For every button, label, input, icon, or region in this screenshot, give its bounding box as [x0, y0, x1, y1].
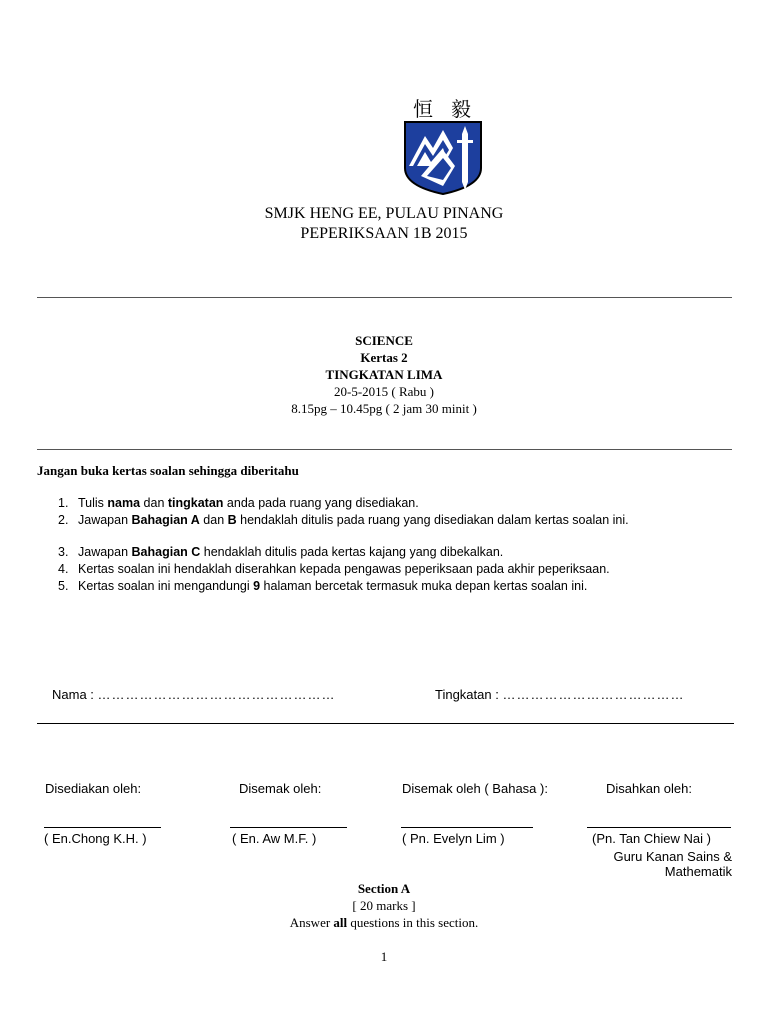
sig-title-line-2: Mathematik — [664, 864, 732, 879]
logo-char-1: 恒 — [413, 97, 433, 121]
instruction-text-bold: Bahagian C — [131, 545, 201, 559]
section-title: Section A — [357, 881, 411, 896]
instruction-text-bold: 9 — [253, 579, 261, 593]
name-field[interactable] — [52, 687, 336, 702]
instruction-text-bold: nama — [107, 496, 141, 510]
section-instruction-bold: all — [333, 915, 348, 930]
instruction-number: 4. — [58, 562, 69, 576]
exam-date: 20-5-2015 ( Rabu ) — [333, 384, 434, 399]
instruction-text-bold: tingkatan — [167, 496, 224, 510]
instruction-text: Tulis — [78, 496, 108, 510]
instruction-number: 3. — [58, 545, 69, 559]
section-instruction-post: questions in this section. — [347, 915, 479, 930]
paper-number: Kertas 2 — [360, 350, 408, 365]
instruction-text: hendaklah ditulis pada ruang yang disediakan dalam kertas soalan ini. — [236, 513, 629, 527]
form-level: TINGKATAN LIMA — [325, 367, 443, 382]
instruction-text: Jawapan — [78, 513, 132, 527]
instruction-text-bold: B — [227, 513, 237, 527]
instruction-text: halaman bercetak termasuk muka depan kertas soalan ini. — [260, 579, 588, 593]
name-dots: …………………………………………… — [97, 687, 336, 702]
school-logo — [403, 96, 483, 196]
sig-name-1: ( En.Chong K.H. ) — [44, 831, 147, 846]
divider-fields — [37, 723, 734, 724]
exam-time: 8.15pg – 10.45pg ( 2 jam 30 minit ) — [291, 401, 477, 416]
sig-name-2: ( En. Aw M.F. ) — [232, 831, 317, 846]
instruction-text-bold: Bahagian A — [131, 513, 200, 527]
instructions-heading: Jangan buka kertas soalan sehingga diberitahu — [37, 463, 299, 478]
instruction-number: 1. — [58, 496, 69, 510]
subject-title: SCIENCE — [355, 333, 413, 348]
form-field[interactable] — [435, 687, 684, 702]
signature-line-2 — [230, 827, 347, 828]
sig-role-4: Disahkan oleh: — [606, 781, 692, 796]
instruction-item — [58, 495, 629, 512]
form-label: Tingkatan : — [435, 687, 499, 702]
section-marks: [ 20 marks ] — [352, 898, 416, 913]
sig-name-4: (Pn. Tan Chiew Nai ) — [592, 831, 711, 846]
page-number: 1 — [380, 949, 388, 964]
signature-line-1 — [44, 827, 161, 828]
school-crest-icon — [403, 96, 483, 196]
name-label: Nama : — [52, 687, 94, 702]
divider-middle — [37, 449, 732, 450]
instruction-text: anda pada ruang yang disediakan. — [223, 496, 419, 510]
section-instruction — [0, 914, 768, 931]
school-name: SMJK HENG EE, PULAU PINANG — [264, 205, 504, 222]
instruction-item — [58, 544, 629, 561]
instruction-text: hendaklah ditulis pada kertas kajang yang dibekalkan. — [200, 545, 504, 559]
instruction-item — [58, 561, 629, 578]
instruction-text: Jawapan — [78, 545, 132, 559]
instruction-item — [58, 578, 629, 595]
signature-line-3 — [401, 827, 533, 828]
signature-line-4 — [587, 827, 731, 828]
instruction-item — [58, 512, 629, 529]
instruction-text: Kertas soalan ini hendaklah diserahkan kepada pengawas peperiksaan pada akhir peperiksaan. — [78, 562, 610, 576]
sig-role-3: Disemak oleh ( Bahasa ): — [402, 781, 548, 796]
exam-title: PEPERIKSAAN 1B 2015 — [300, 225, 468, 242]
section-instruction-pre: Answer — [289, 915, 334, 930]
logo-char-2: 毅 — [451, 97, 471, 121]
sig-role-2: Disemak oleh: — [239, 781, 322, 796]
form-dots: ………………………………… — [502, 687, 685, 702]
instruction-number: 2. — [58, 513, 69, 527]
sig-role-1: Disediakan oleh: — [45, 781, 142, 796]
sig-name-3: ( Pn. Evelyn Lim ) — [402, 831, 505, 846]
instruction-text: dan — [140, 496, 168, 510]
divider-top — [37, 297, 732, 298]
instruction-text: Kertas soalan ini mengandungi — [78, 579, 254, 593]
instruction-text: dan — [199, 513, 228, 527]
instructions-list — [58, 495, 629, 595]
sig-title-line-1: Guru Kanan Sains & — [613, 849, 732, 864]
instruction-number: 5. — [58, 579, 69, 593]
